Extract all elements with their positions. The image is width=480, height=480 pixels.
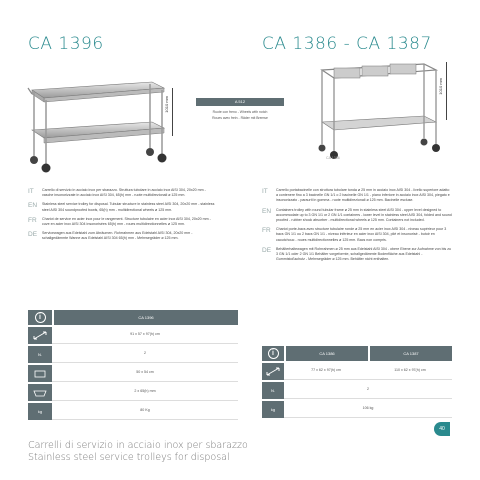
- caption-text-2: Roues avec frein - Räder mit Bremse: [212, 116, 268, 120]
- tray-size-icon: [28, 365, 52, 382]
- footer-title-en: Stainless steel service trolleys for disposal: [28, 452, 230, 463]
- description-text: Carrello portabacinelle con struttura tubolare tonda ø 25 mm in acciaio inox AISI 304 - livello superiore adatto a contenere fino a 3 bacinelle GN 1/1 o 2 bacinelle GN 1/1 - piano inferiore in acciaio inox AISI 304, piegato e insonorizzato - paraurti in gomma - ruote multidirezionali ø 125 mm. Bacinelle escluse.: [276, 188, 450, 203]
- lang-code: EN: [28, 202, 38, 210]
- trolley-ca1386-image: [314, 60, 442, 160]
- description-text: Stainless steel service trolley for disposal. Tubular structure in stainless steel AISI 304, 20x20 mm - stainless steel AISI 304 soundproofed bowls, 65(h) mm - multidirectional wheels ø 125 mm.: [42, 202, 215, 212]
- page-number: 40: [434, 422, 450, 436]
- dimension-label: 1010 mm: [438, 78, 443, 95]
- table-cell: 2 x 65(h) mm: [52, 382, 238, 401]
- trolley-ca1396-image: [22, 78, 172, 178]
- table-cell: 2: [52, 344, 238, 363]
- lang-code: FR: [262, 227, 271, 235]
- dimension-label: 1010 mm: [164, 96, 169, 113]
- description-it: [28, 188, 218, 198]
- table-cell: 110 x 62 x 97(h) cm: [368, 361, 452, 380]
- footer-title-it: Carrelli di servizio in acciaio inox per sbarazzo: [28, 440, 248, 451]
- description-de: [28, 231, 218, 241]
- count-icon: N.: [262, 382, 284, 399]
- table-cell: 80 Kg: [52, 401, 238, 420]
- dimensions-icon: [262, 363, 284, 380]
- description-fr: [262, 227, 452, 243]
- description-en: [262, 208, 452, 224]
- right-spec-table: [262, 346, 452, 418]
- photo-label: CA 1386: [326, 156, 340, 160]
- lang-code: IT: [28, 188, 34, 195]
- table-header: CA 1396: [54, 310, 238, 325]
- caption-code: A 512: [196, 98, 284, 106]
- left-title: CA 1396: [28, 34, 104, 54]
- left-descriptions: [28, 188, 218, 242]
- description-text: Behälterhaltewagen mit Rohrrahmen ø 25 mm aus Edelstahl AISI 304 - obere Ebene zur Aufnahme von bis zu 3 GN 1/1 oder 2 GN 1/1 Behälter vorgeformte, schallgedämmte Bodenfläche aus Edelstahl - Gummistoßschutz - Mehrwegräder ø 125 mm. Behälter nicht enthalten.: [276, 246, 451, 262]
- info-icon: i: [28, 310, 52, 325]
- table-cell: 2: [284, 380, 452, 399]
- lang-code: IT: [262, 188, 268, 195]
- weight-icon: kg: [28, 403, 52, 420]
- left-spec-table: [28, 310, 238, 420]
- description-de: [262, 247, 452, 263]
- caption-text-1: Ruote con freno - Wheels with notch: [212, 110, 268, 114]
- description-text: Carrello di servizio in acciaio inox per sbarazzo. Struttura tubolare in acciaio inox AISI 304, 20x20 mm - vasche insonorizzate in acciaio inox AISI 304, 65(h) mm - ruote multidirezionali ø 125 mm.: [42, 188, 206, 198]
- right-descriptions: [262, 188, 452, 262]
- right-title: CA 1386 - CA 1387: [262, 34, 432, 54]
- description-en: [28, 202, 218, 212]
- table-header: CA 1386: [286, 346, 368, 361]
- table-cell: 77 x 62 x 97(h) cm: [284, 361, 368, 380]
- description-fr: [28, 217, 218, 227]
- table-cell: 106 kg: [284, 399, 452, 418]
- table-cell: 91 x 57 x 97(h) cm: [52, 325, 238, 344]
- count-icon: N.: [28, 346, 52, 363]
- description-it: [262, 188, 452, 204]
- description-text: Containers trolley with round tubular frame ø 25 mm in stainless steel AISI 304 - upper level designed to accommodate up to 3 GN 1/1 or 2 GN 1/1 containers - lower level in stainless steel AISI 304, folded and sound proofed - rubber shock absorber - multidirectional wheels ø 125 mm. Containers not included.: [276, 207, 452, 223]
- table-header: CA 1387: [370, 346, 452, 361]
- lang-code: FR: [28, 216, 37, 224]
- lang-code: DE: [28, 231, 38, 239]
- description-text: Servicewagen aus Edelstahl zum Abräumen. Rohrrahmen aus Edelstahl AISI 304, 20x20 mm - schallgedämmte Wanne aus Edelstahl AISI 304 65(h) mm - Mehrwegräder ø 125 mm.: [42, 231, 193, 241]
- description-text: Chariot porte-bacs avec structure tubulaire ronde ø 25 mm en acier inox AISI 304 - niveau supérieur pour 3 bacs GN 1/1 ou 2 bacs GN 1/1 - niveau inférieur en acier inox AISI 304, plié et insonorisé - butoir en caoutchouc - roues multidirectionnelles ø 125 mm. Bacs non compris.: [276, 227, 447, 242]
- tray-depth-icon: [28, 384, 52, 401]
- dimension-line: [172, 88, 173, 136]
- weight-icon: kg: [262, 401, 284, 418]
- dimensions-icon: [28, 327, 52, 344]
- table-cell: 50 x 54 cm: [52, 363, 238, 382]
- dimension-line: [446, 62, 447, 120]
- description-text: Chariot de service en acier inox pour le rangement. Structure tubulaire en acier inox AISI 304, 20x20 mm - cuve en acier inox AISI 304 insonorisées 65(h) mm - roues multidirectionnelles ø 125 mm.: [42, 216, 211, 227]
- lang-code: EN: [262, 207, 272, 215]
- info-icon: i: [262, 346, 284, 361]
- lang-code: DE: [262, 246, 272, 254]
